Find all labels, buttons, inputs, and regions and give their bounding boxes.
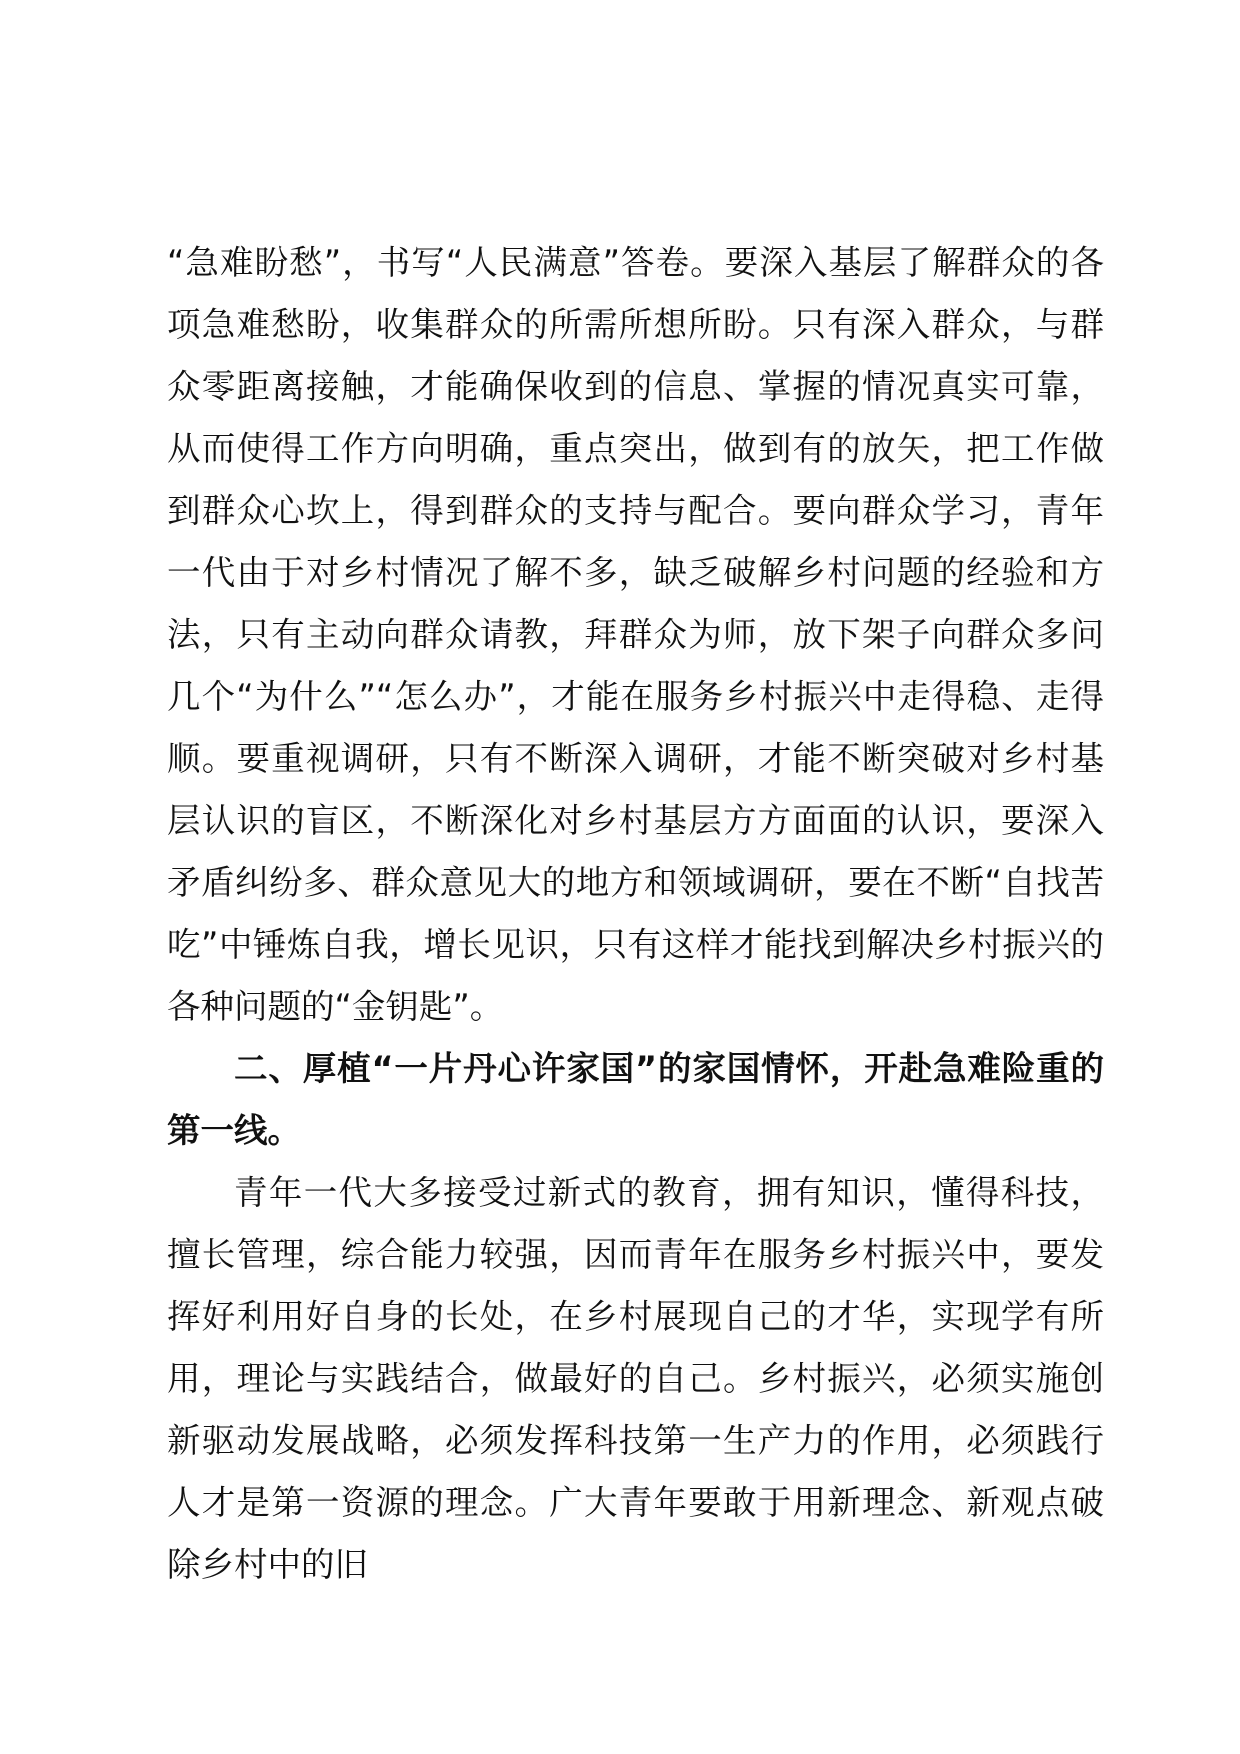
paragraph-continuation: “急难盼愁”，书写“人民满意”答卷。要深入基层了解群众的各项急难愁盼，收集群众的所需所想所盼。只有深入群众，与群众零距离接触，才能确保收到的信息、掌握的情况真实可靠，从而使得工作方向明确，重点突出，做到有的放矢，把工作做到群众心坎上，得到群众的支持与配合。要向群众学习，青年一代由于对乡村情况了解不多，缺乏破解乡村问题的经验和方法，只有主动向群众请教，拜群众为师，放下架子向群众多问几个“为什么”“怎么办”，才能在服务乡村振兴中走得稳、走得顺。要重视调研，只有不断深入调研，才能不断突破对乡村基层认识的盲区，不断深化对乡村基层方方面面的认识，要深入矛盾纠纷多、群众意见大的地方和领域调研，要在不断“自找苦吃”中锤炼自我，增长见识，只有这样才能找到解决乡村振兴的各种问题的“金钥匙”。 bbox=[167, 243, 1104, 1026]
section-heading: 二、厚植“一片丹心许家国”的家国情怀，开赴急难险重的第一线。 bbox=[167, 1049, 1104, 1150]
document-body bbox=[167, 232, 1104, 1596]
paragraph-body: 青年一代大多接受过新式的教育，拥有知识，懂得科技，擅长管理，综合能力较强，因而青年在服务乡村振兴中，要发挥好利用好自身的长处，在乡村展现自己的才华，实现学有所用，理论与实践结合，做最好的自己。乡村振兴，必须实施创新驱动发展战略，必须发挥科技第一生产力的作用，必须践行人才是第一资源的理念。广大青年要敢于用新理念、新观点破除乡村中的旧 bbox=[167, 1173, 1104, 1584]
